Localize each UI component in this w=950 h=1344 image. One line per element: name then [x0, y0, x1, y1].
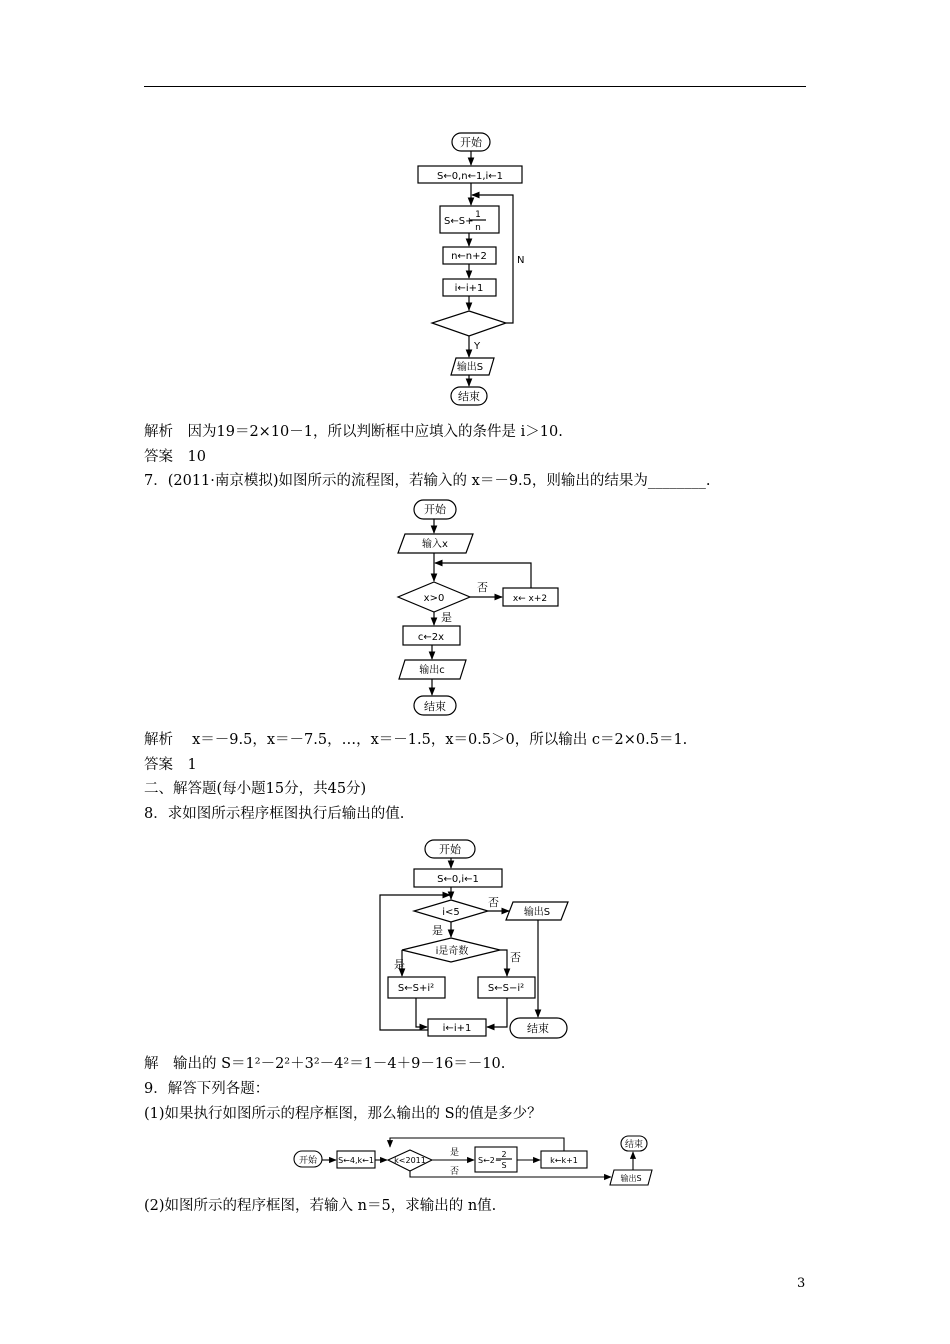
flow4-frac-num: 2	[501, 1150, 507, 1159]
flow4-start: 开始	[298, 1156, 318, 1166]
question-8: 8．求如图所示程序框图执行后输出的值.	[144, 806, 405, 822]
question-9-part-2: (2)如图所示的程序框图，若输入 n＝5，求输出的 n值.	[144, 1198, 497, 1214]
question-9-part-1: (1)如果执行如图所示的程序框图，那么输出的 S的值是多少？	[144, 1106, 542, 1122]
flow3-output: 输出S	[523, 907, 551, 918]
flow4-yes-label: 是	[450, 1148, 460, 1158]
ans8: 解 输出的 S＝1²－2²＋3²－4²＝1－4＋9－16＝－10.	[144, 1056, 506, 1072]
flow4-cond: k<2011	[394, 1156, 426, 1165]
flow1-output: 输出S	[456, 362, 484, 373]
flow3-sub: S←S−i²	[487, 983, 525, 994]
flow2-start: 开始	[424, 503, 446, 516]
section-2-heading: 二、解答题(每小题15分，共45分)	[144, 781, 367, 797]
flow1-frac-num: 1	[475, 210, 481, 220]
question-7: 7．(2011·南京模拟)如图所示的流程图，若输入的 x＝－9.5，则输出的结果为________.	[144, 473, 711, 489]
flow3-yes-top-label: 是	[432, 924, 443, 937]
flow1-frac-den: n	[475, 223, 481, 233]
flow2-end: 结束	[424, 700, 446, 713]
flow2-output: 输出c	[419, 665, 445, 676]
page-number: 3	[797, 1276, 806, 1291]
ans7-answer: 答案 1	[144, 757, 197, 773]
flow3-start: 开始	[439, 843, 461, 856]
flow3-yes-left-label: 是	[394, 958, 405, 971]
flow3-init: S←0,i←1	[437, 874, 479, 885]
flow2-input: 输入x	[422, 539, 448, 550]
flow1-update-i: i←i+1	[454, 283, 484, 294]
flow3-odd: i是奇数	[435, 946, 469, 957]
flow1-yes-label: Y	[474, 341, 481, 352]
flow1-no-label: N	[517, 255, 525, 266]
flow1-start: 开始	[460, 136, 482, 149]
flow4-frac-den: S	[501, 1161, 507, 1170]
question-9: 9．解答下列各题：	[144, 1081, 270, 1097]
flow3-cond: i<5	[442, 907, 460, 918]
flow1-end: 结束	[458, 390, 480, 403]
flow4-init: S←4,k←1	[338, 1156, 374, 1165]
ans6-answer: 答案 10	[144, 449, 206, 465]
flow1-update-n: n←n+2	[451, 251, 487, 262]
flow3-no-right-label: 否	[510, 951, 521, 964]
flow3-no-top-label: 否	[488, 896, 499, 909]
flow1-update-s: S←S+	[444, 216, 474, 227]
flow3-end: 结束	[527, 1022, 549, 1035]
flow4-no-label: 否	[450, 1167, 460, 1177]
flow2-update-x: x← x+2	[512, 594, 548, 604]
flow4-inc: k←k+1	[550, 1156, 578, 1165]
flow4-end: 结束	[624, 1140, 644, 1150]
flow4-update: S←2−	[478, 1156, 502, 1165]
ans6-analysis: 解析 因为19＝2×10－1，所以判断框中应填入的条件是 i＞10.	[144, 424, 563, 440]
flow3-add: S←S+i²	[397, 983, 435, 994]
flow2-cond: x>0	[423, 593, 445, 604]
flow1-init: S←0,n←1,i←1	[436, 171, 504, 182]
ans7-analysis: 解析 x＝－9.5，x＝－7.5，…，x＝－1.5，x＝0.5＞0，所以输出 c＝2×0.5＝1.	[144, 732, 688, 748]
flow2-no-label: 否	[477, 581, 488, 594]
flow2-assign-c: c←2x	[417, 632, 445, 643]
flow3-inc: i←i+1	[442, 1023, 472, 1034]
flow4-output: 输出S	[620, 1174, 642, 1183]
flow2-yes-label: 是	[441, 611, 452, 624]
